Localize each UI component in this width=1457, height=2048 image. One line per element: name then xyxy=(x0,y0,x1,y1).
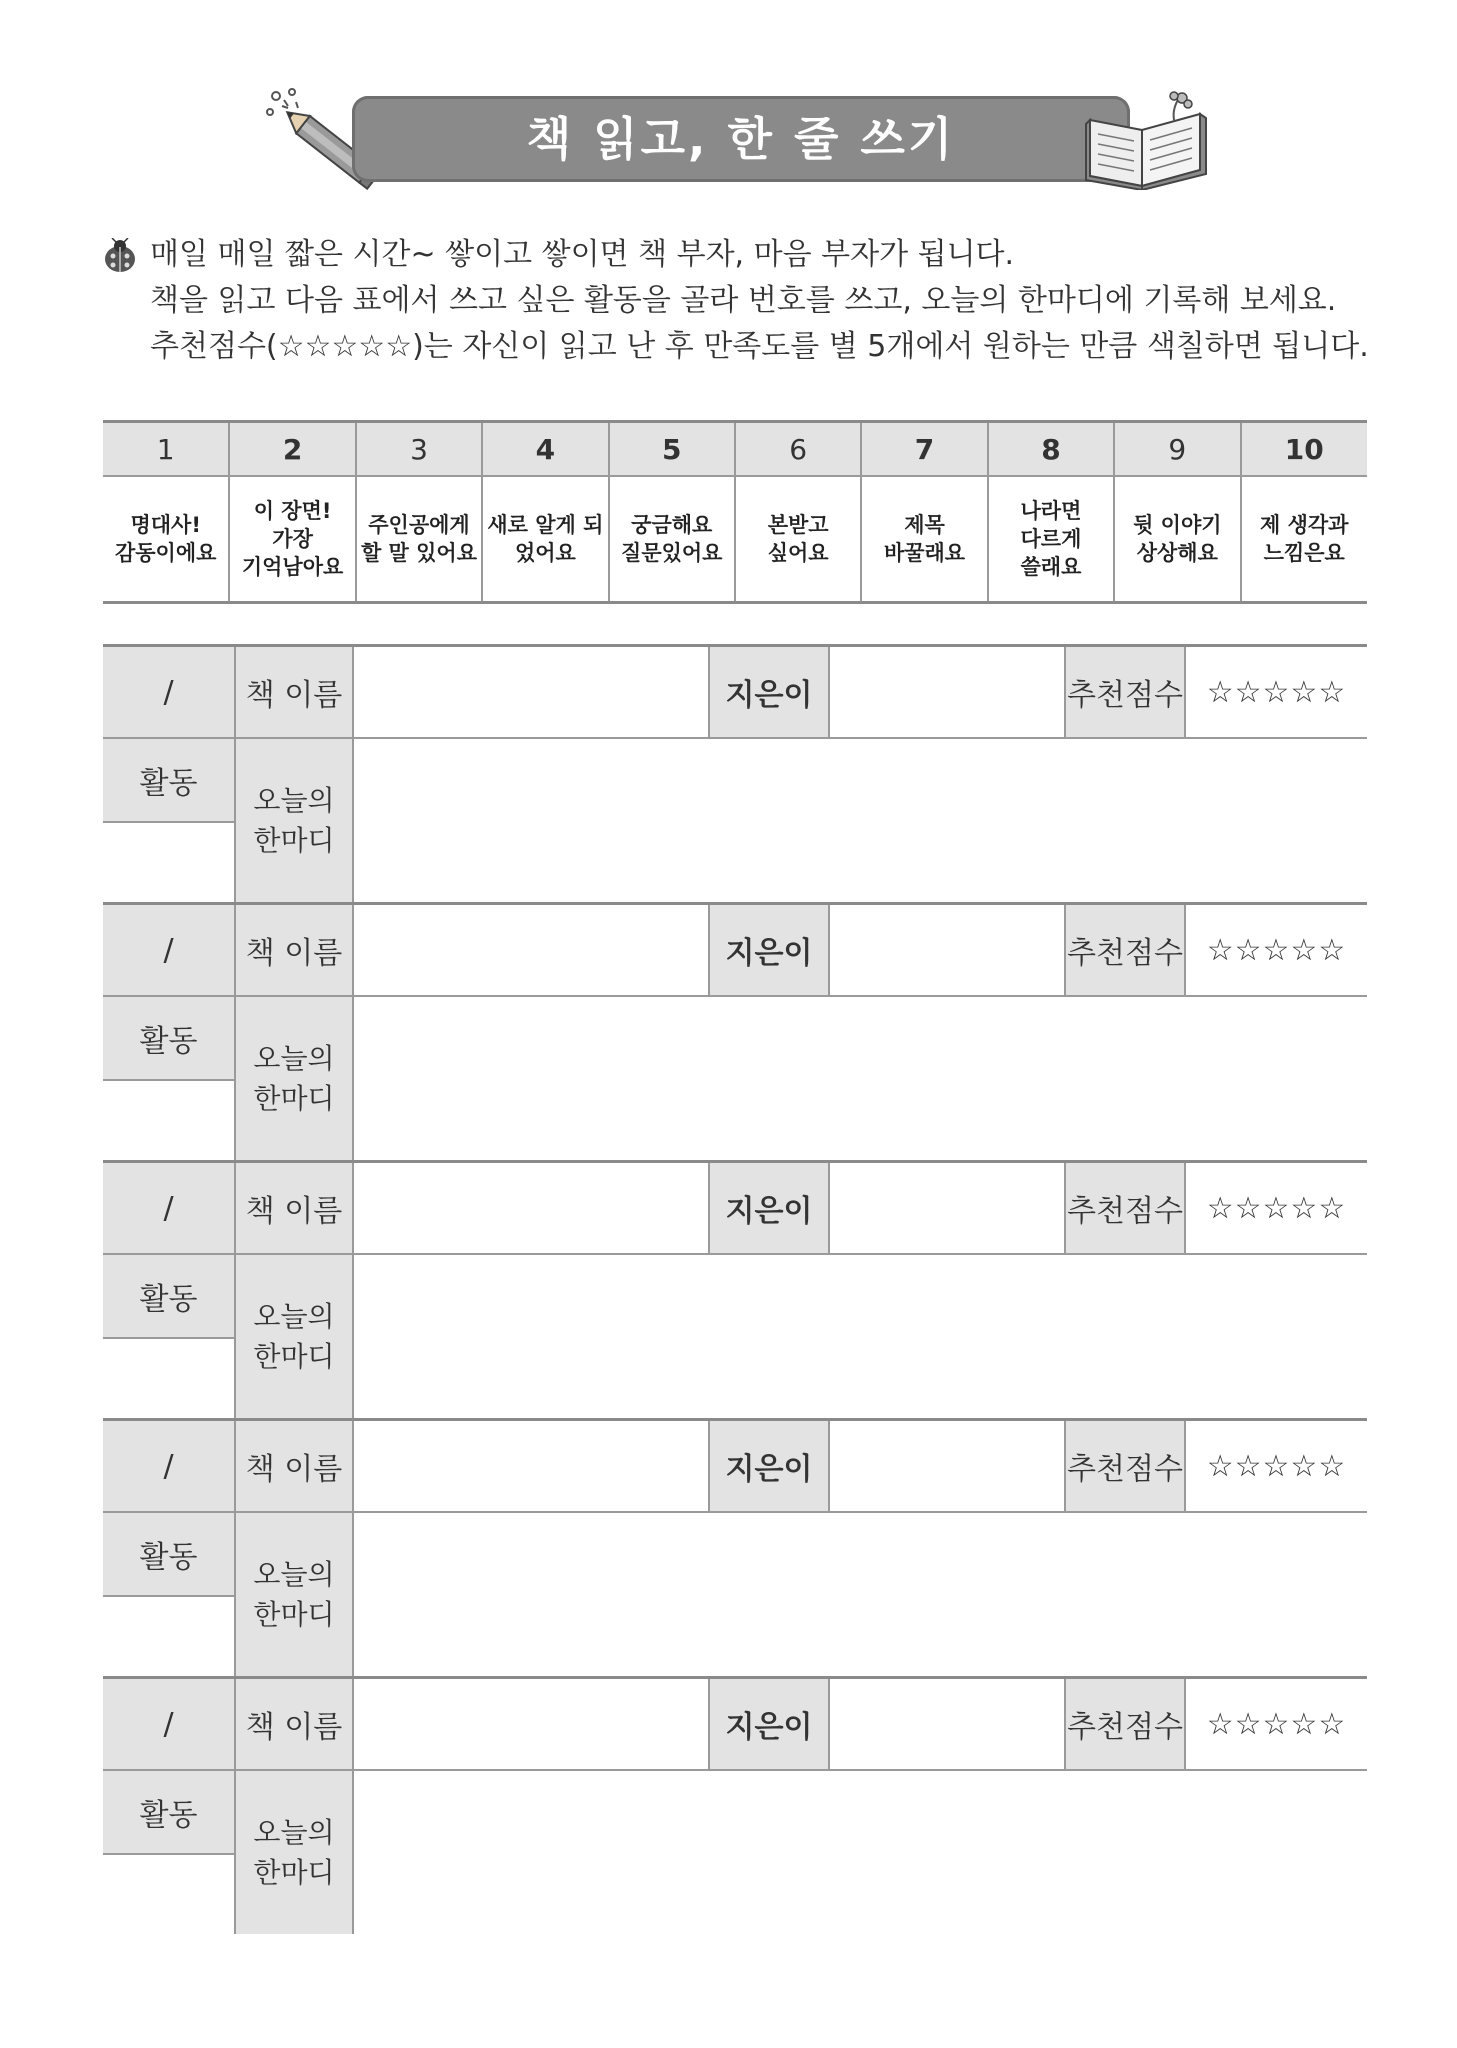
note-label-line-2: 한마디 xyxy=(253,1855,335,1889)
activity-description: 뒷 이야기 상상해요 xyxy=(1114,476,1240,603)
activity-number: 3 xyxy=(356,422,482,477)
score-label: 추천점수 xyxy=(1066,905,1186,997)
activity-label: 활동 xyxy=(103,739,236,823)
book-title-label: 책 이름 xyxy=(236,905,354,997)
activity-number-field[interactable] xyxy=(103,1339,236,1418)
score-label: 추천점수 xyxy=(1066,1679,1186,1771)
book-title-label: 책 이름 xyxy=(236,1163,354,1255)
score-label: 추천점수 xyxy=(1066,1421,1186,1513)
date-field[interactable]: / xyxy=(103,1679,236,1771)
activity-description: 주인공에게 할 말 있어요 xyxy=(356,476,482,603)
book-title-field[interactable] xyxy=(354,647,710,739)
author-field[interactable] xyxy=(830,1679,1066,1771)
book-title-label: 책 이름 xyxy=(236,647,354,739)
activity-number: 7 xyxy=(861,422,987,477)
activity-description: 나라면 다르게 쓸래요 xyxy=(988,476,1114,603)
note-label xyxy=(236,1771,354,1934)
star-rating[interactable]: ☆☆☆☆☆ xyxy=(1186,1163,1367,1255)
activity-number: 8 xyxy=(988,422,1114,477)
author-label: 지은이 xyxy=(710,1421,830,1513)
activity-number-field[interactable] xyxy=(103,1597,236,1676)
book-title-label: 책 이름 xyxy=(236,1679,354,1771)
score-label: 추천점수 xyxy=(1066,647,1186,739)
activity-number-field[interactable] xyxy=(103,1081,236,1160)
activity-description: 명대사! 감동이에요 xyxy=(103,476,229,603)
activity-number: 4 xyxy=(482,422,608,477)
activity-label: 활동 xyxy=(103,1513,236,1597)
reading-record xyxy=(103,1160,1367,1418)
note-label-line-1: 오늘의 xyxy=(253,1815,335,1849)
note-label xyxy=(236,1513,354,1676)
star-rating[interactable]: ☆☆☆☆☆ xyxy=(1186,647,1367,739)
intro-line-3: 추천점수(☆☆☆☆☆)는 자신이 읽고 난 후 만족도를 별 5개에서 원하는 만큼 색칠하면 됩니다. xyxy=(150,329,1369,364)
activity-number: 2 xyxy=(229,422,355,477)
reading-record xyxy=(103,902,1367,1160)
date-field[interactable]: / xyxy=(103,905,236,997)
activity-number: 5 xyxy=(609,422,735,477)
activity-number: 10 xyxy=(1241,422,1367,477)
note-field[interactable] xyxy=(354,1771,1367,1934)
score-label: 추천점수 xyxy=(1066,1163,1186,1255)
reading-record xyxy=(103,1418,1367,1676)
book-title-field[interactable] xyxy=(354,1679,710,1771)
activity-label: 활동 xyxy=(103,1771,236,1855)
author-label: 지은이 xyxy=(710,905,830,997)
book-title-field[interactable] xyxy=(354,905,710,997)
author-field[interactable] xyxy=(830,1421,1066,1513)
date-field[interactable]: / xyxy=(103,647,236,739)
note-label-line-2: 한마디 xyxy=(253,1081,335,1115)
page-title: 책 읽고, 한 줄 쓰기 xyxy=(526,112,956,166)
note-label-line-1: 오늘의 xyxy=(253,783,335,817)
note-field[interactable] xyxy=(354,1513,1367,1676)
open-book-icon xyxy=(1082,90,1212,190)
date-field[interactable]: / xyxy=(103,1421,236,1513)
note-label-line-2: 한마디 xyxy=(253,1597,335,1631)
activity-description: 제 생각과 느낌은요 xyxy=(1241,476,1367,603)
star-rating[interactable]: ☆☆☆☆☆ xyxy=(1186,1679,1367,1771)
intro-line-2: 책을 읽고 다음 표에서 쓰고 싶은 활동을 골라 번호를 쓰고, 오늘의 한마디에 기록해 보세요. xyxy=(150,283,1337,318)
title-banner xyxy=(352,96,1130,182)
activity-number: 9 xyxy=(1114,422,1240,477)
ladybug-icon xyxy=(100,238,140,274)
author-field[interactable] xyxy=(830,905,1066,997)
note-label-line-2: 한마디 xyxy=(253,823,335,857)
book-title-label: 책 이름 xyxy=(236,1421,354,1513)
author-label: 지은이 xyxy=(710,647,830,739)
note-label-line-1: 오늘의 xyxy=(253,1299,335,1333)
activity-description: 새로 알게 되 었어요 xyxy=(482,476,608,603)
reading-record xyxy=(103,1676,1367,1934)
activity-description: 제목 바꿀래요 xyxy=(861,476,987,603)
activity-description: 이 장면! 가장 기억남아요 xyxy=(229,476,355,603)
activity-legend-table xyxy=(103,420,1367,604)
book-title-field[interactable] xyxy=(354,1163,710,1255)
note-label xyxy=(236,1255,354,1418)
author-field[interactable] xyxy=(830,647,1066,739)
reading-records xyxy=(103,644,1367,1934)
activity-description: 본받고 싶어요 xyxy=(735,476,861,603)
star-rating[interactable]: ☆☆☆☆☆ xyxy=(1186,905,1367,997)
intro-line-1: 매일 매일 짧은 시간~ 쌓이고 쌓이면 책 부자, 마음 부자가 됩니다. xyxy=(150,237,1015,272)
star-rating[interactable]: ☆☆☆☆☆ xyxy=(1186,1421,1367,1513)
note-field[interactable] xyxy=(354,1255,1367,1418)
reading-record xyxy=(103,644,1367,902)
activity-label: 활동 xyxy=(103,1255,236,1339)
note-label xyxy=(236,997,354,1160)
author-field[interactable] xyxy=(830,1163,1066,1255)
intro-text xyxy=(100,232,1400,370)
note-field[interactable] xyxy=(354,739,1367,902)
activity-number-field[interactable] xyxy=(103,823,236,902)
activity-number: 6 xyxy=(735,422,861,477)
book-title-field[interactable] xyxy=(354,1421,710,1513)
note-field[interactable] xyxy=(354,997,1367,1160)
author-label: 지은이 xyxy=(710,1679,830,1771)
activity-label: 활동 xyxy=(103,997,236,1081)
author-label: 지은이 xyxy=(710,1163,830,1255)
note-label-line-2: 한마디 xyxy=(253,1339,335,1373)
activity-description: 궁금해요 질문있어요 xyxy=(609,476,735,603)
note-label-line-1: 오늘의 xyxy=(253,1041,335,1075)
activity-number: 1 xyxy=(103,422,229,477)
note-label xyxy=(236,739,354,902)
date-field[interactable]: / xyxy=(103,1163,236,1255)
note-label-line-1: 오늘의 xyxy=(253,1557,335,1591)
activity-number-field[interactable] xyxy=(103,1855,236,1934)
